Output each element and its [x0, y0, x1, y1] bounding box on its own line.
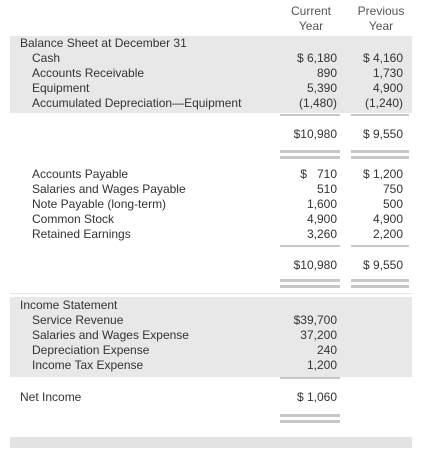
column-header-current — [282, 4, 340, 34]
income-label-salaries-expense: Salaries and Wages Expense — [32, 328, 189, 342]
asset-previous-accumulated-depreciation: (1,240) — [364, 96, 403, 110]
liabilities-total-previous: $ 9,550 — [362, 258, 403, 272]
column-header-previous-line2: Year — [368, 19, 394, 33]
income-label-depreciation-expense: Depreciation Expense — [32, 343, 150, 357]
assets-subtotal-rule-current — [280, 114, 340, 116]
assets-total-double-rule-previous-1 — [351, 150, 409, 153]
equity-label-retained-earnings: Retained Earnings — [32, 227, 131, 241]
income-subtotal-rule-current — [280, 377, 340, 379]
liability-previous-salaries-payable: 750 — [382, 182, 403, 196]
income-statement-title: Income Statement — [20, 298, 118, 312]
liability-previous-note-payable: 500 — [382, 197, 403, 211]
column-header-previous — [351, 4, 411, 34]
column-header-current-line1: Current — [290, 4, 331, 18]
asset-previous-receivable: 1,730 — [372, 66, 403, 80]
liabilities-total-current: $10,980 — [293, 258, 337, 272]
section-divider — [10, 293, 412, 294]
liability-current-accounts-payable: $ 710 — [300, 167, 337, 181]
column-header-current-line2: Year — [298, 19, 324, 33]
income-current-depreciation-expense: 240 — [316, 343, 337, 357]
asset-label-accumulated-depreciation: Accumulated Depreciation—Equipment — [32, 96, 242, 110]
liability-label-accounts-payable: Accounts Payable — [32, 167, 129, 181]
asset-previous-cash: $ 4,160 — [362, 51, 403, 65]
column-header-previous-line1: Previous — [357, 4, 405, 18]
liabilities-subtotal-rule-current — [280, 245, 340, 247]
liability-label-note-payable: Note Payable (long-term) — [32, 197, 167, 211]
liabilities-total-double-rule-current-1 — [280, 279, 340, 282]
net-income-double-rule-2 — [280, 420, 340, 423]
net-income-current: $ 1,060 — [296, 390, 337, 404]
liability-current-note-payable: 1,600 — [306, 197, 337, 211]
asset-previous-equipment: 4,900 — [372, 81, 403, 95]
equity-previous-common-stock: 4,900 — [372, 212, 403, 226]
net-income-double-rule-1 — [280, 414, 340, 417]
footer-band — [10, 437, 412, 448]
income-current-service-revenue: $39,700 — [293, 313, 337, 327]
income-label-service-revenue: Service Revenue — [32, 313, 124, 327]
equity-current-common-stock: 4,900 — [306, 212, 337, 226]
liabilities-total-double-rule-previous-1 — [351, 279, 409, 282]
asset-current-receivable: 890 — [316, 66, 337, 80]
assets-total-double-rule-previous-2 — [351, 156, 409, 159]
equity-previous-retained-earnings: 2,200 — [372, 227, 403, 241]
income-current-tax-expense: 1,200 — [306, 358, 337, 372]
net-income-label: Net Income — [20, 390, 82, 404]
liabilities-total-double-rule-current-2 — [280, 285, 340, 288]
income-current-salaries-expense: 37,200 — [300, 328, 337, 342]
asset-label-equipment: Equipment — [32, 81, 90, 95]
income-label-tax-expense: Income Tax Expense — [32, 358, 144, 372]
liabilities-total-double-rule-previous-2 — [351, 285, 409, 288]
asset-label-cash: Cash — [32, 51, 61, 65]
liability-previous-accounts-payable: $ 1,200 — [362, 167, 403, 181]
liability-current-salaries-payable: 510 — [316, 182, 337, 196]
liabilities-subtotal-rule-previous — [351, 245, 409, 247]
equity-current-retained-earnings: 3,260 — [306, 227, 337, 241]
assets-total-double-rule-current-2 — [280, 156, 340, 159]
asset-current-cash: $ 6,180 — [296, 51, 337, 65]
assets-total-previous: $ 9,550 — [362, 127, 403, 141]
liability-label-salaries-payable: Salaries and Wages Payable — [32, 182, 186, 196]
assets-subtotal-rule-previous — [351, 114, 409, 116]
balance-sheet-title: Balance Sheet at December 31 — [20, 36, 187, 50]
asset-label-receivable: Accounts Receivable — [32, 66, 145, 80]
asset-current-accumulated-depreciation: (1,480) — [298, 96, 337, 110]
assets-total-double-rule-current-1 — [280, 150, 340, 153]
asset-current-equipment: 5,390 — [306, 81, 337, 95]
equity-label-common-stock: Common Stock — [32, 212, 115, 226]
assets-total-current: $10,980 — [293, 127, 337, 141]
